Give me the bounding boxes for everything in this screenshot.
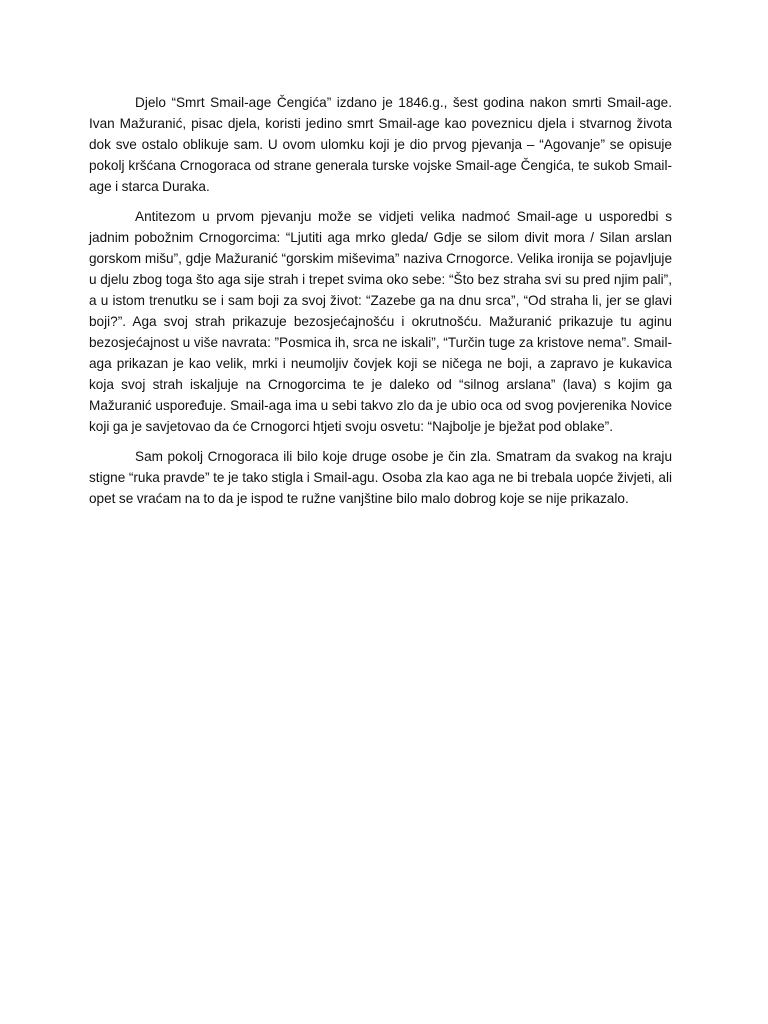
paragraph-conclusion: Sam pokolj Crnogoraca ili bilo koje druge osobe je čin zla. Smatram da svakog na kraju stigne “ruka pravde” te je tako stigla i Smail-agu. Osoba zla kao aga ne bi trebala uopće živjeti, ali opet se vraćam na to da je ispod te ružne vanjštine bilo malo dobrog koje se nije prikazalo. — [89, 449, 672, 506]
paragraph-antithesis: Antitezom u prvom pjevanju može se vidjeti velika nadmoć Smail-age u usporedbi s jadnim pobožnim Crnogorcima: “Ljutiti aga mrko gleda/ Gdje se silom divit mora / Silan arslan gorskom mišu”, gdje Mažuranić “gorskim miševima” naziva Crnogorce. Velika ironija se pojavljuje u djelu zbog toga što aga sije strah i trepet svima oko sebe: “Što bez straha svi su pred njim pali”, a u istom trenutku se i sam boji za svoj život: “Zazebe ga na dnu srca”, “Od straha li, jer se glavi boji?”. Aga svoj strah prikazuje bezosjećajnošću i okrutnošću. Mažuranić prikazuje tu aginu bezosjećajnost u više navrata: ”Posmica ih, srca ne iskali”, “Turčin tuge za kristove nema”. Smail-aga prikazan je kao velik, mrki i neumoljiv čovjek koji se ničega ne boji, a zapravo je kukavica koja svoj strah iskaljuje na Crnogorcima te je daleko od “silnog arslana” (lava) s kojim ga Mažuranić uspoređuje. Smail-aga ima u sebi takvo zlo da je ubio oca od svog povjerenika Novice koji ga je savjetovao da će Crnogorci htjeti svoju osvetu: “Najbolje je bježat pod oblake”. — [89, 209, 672, 434]
document-page — [89, 92, 672, 509]
paragraph-intro: Djelo “Smrt Smail-age Čengića” izdano je 1846.g., šest godina nakon smrti Smail-age. Ivan Mažuranić, pisac djela, koristi jedino smrt Smail-age kao poveznicu djela i stvarnog života dok sve ostalo oblikuje sam. U ovom ulomku koji je dio prvog pjevanja – “Agovanje” se opisuje pokolj kršćana Crnogoraca od strane generala turske vojske Smail-age Čengića, te sukob Smail-age i starca Duraka. — [89, 95, 672, 194]
